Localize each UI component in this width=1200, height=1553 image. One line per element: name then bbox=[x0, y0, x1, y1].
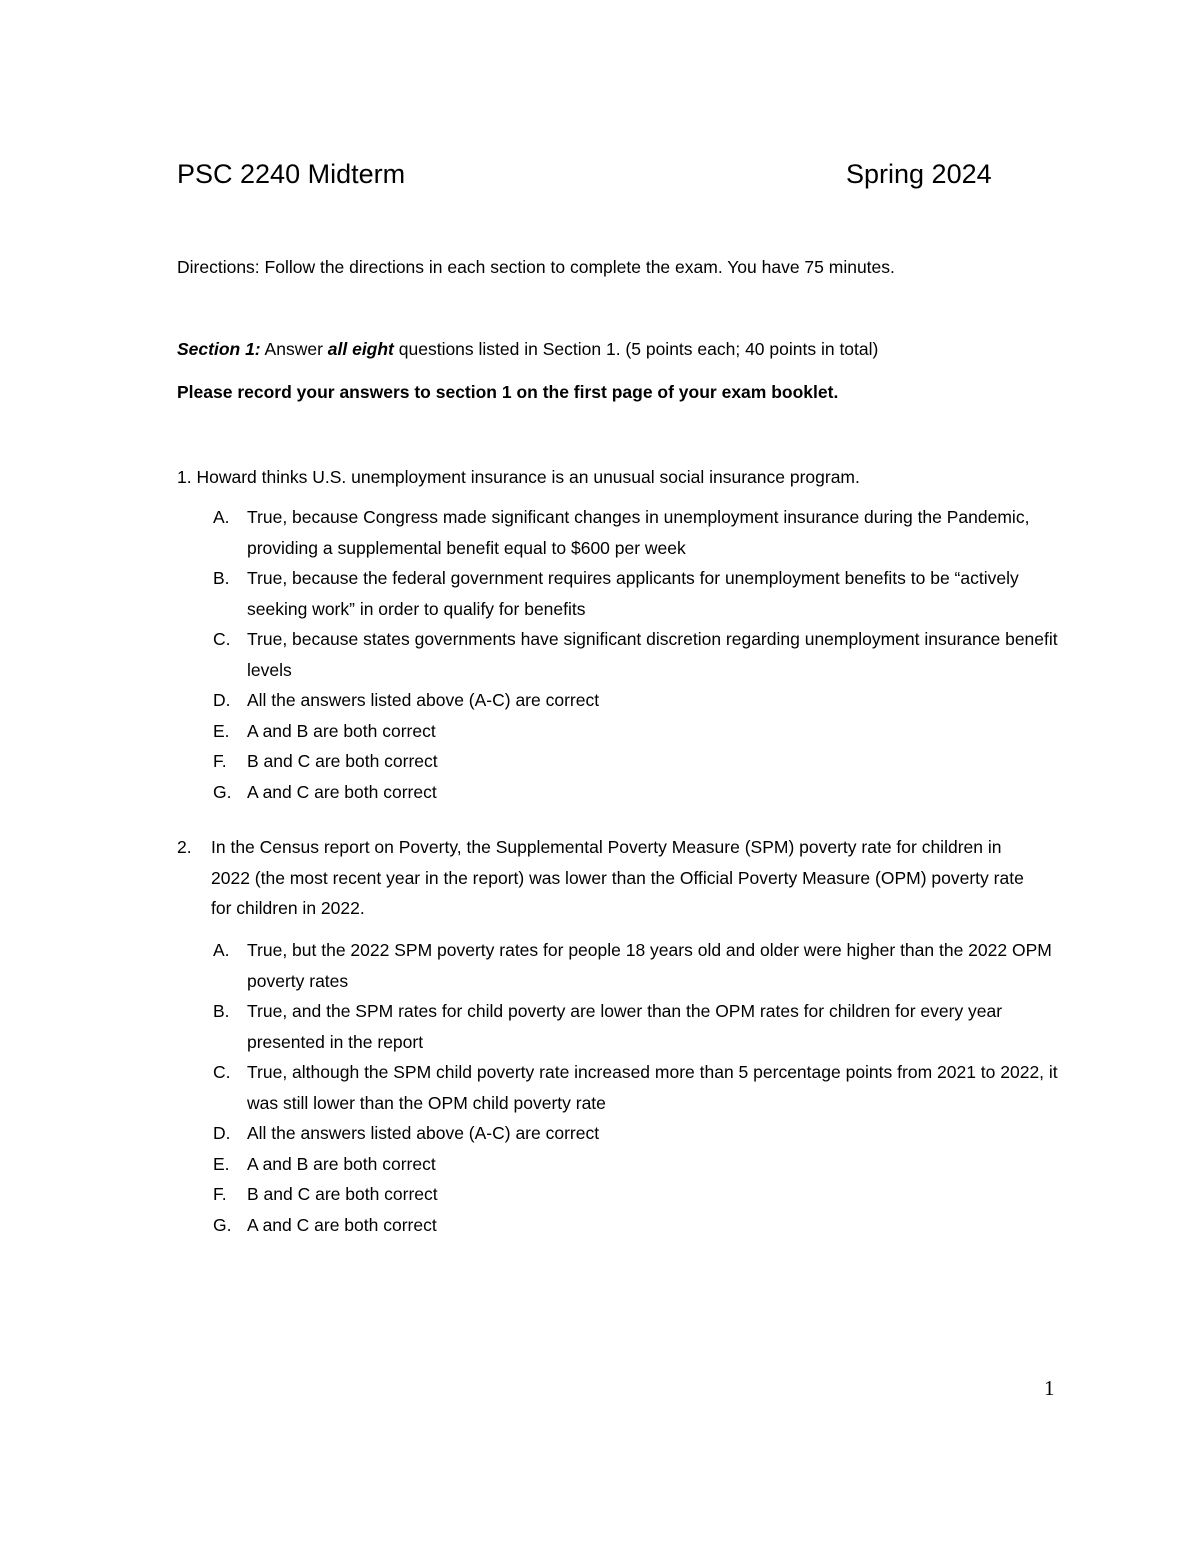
question-2-choices bbox=[213, 935, 1063, 1240]
choice-text: B and C are both correct bbox=[247, 1184, 438, 1204]
choice-text: True, but the 2022 SPM poverty rates for people 18 years old and older were higher than the 2022 OPM poverty rates bbox=[247, 940, 1052, 991]
choice-letter: E. bbox=[213, 1153, 230, 1174]
section-1-label: Section 1: bbox=[177, 339, 261, 359]
question-2 bbox=[177, 832, 1037, 924]
choice-item bbox=[213, 1179, 1063, 1210]
choice-letter: B. bbox=[213, 568, 230, 588]
choice-text: A and C are both correct bbox=[247, 781, 437, 802]
choice-letter: A. bbox=[213, 940, 230, 960]
choice-item bbox=[213, 935, 1063, 996]
choice-text: True, although the SPM child poverty rate increased more than 5 percentage points from 2021 to 2022, it was still lower than the OPM child poverty rate bbox=[247, 1062, 1058, 1113]
choice-item bbox=[213, 1149, 1063, 1180]
choice-item bbox=[213, 1210, 1063, 1241]
choice-letter: F. bbox=[213, 751, 227, 771]
question-text: Howard thinks U.S. unemployment insurance is an unusual social insurance program. bbox=[196, 467, 860, 487]
choice-letter: D. bbox=[213, 1123, 231, 1143]
choice-letter: C. bbox=[213, 629, 231, 649]
choice-text: All the answers listed above (A-C) are correct bbox=[247, 690, 600, 710]
choice-letter: G. bbox=[213, 781, 232, 802]
choice-item bbox=[213, 685, 1063, 716]
choice-text: B and C are both correct bbox=[247, 751, 438, 771]
choice-letter: D. bbox=[213, 690, 231, 710]
choice-text: A and B are both correct bbox=[247, 720, 436, 741]
choice-text: True, because the federal government requires applicants for unemployment benefits to be “actively seeking work” in order to qualify for benefits bbox=[247, 568, 1019, 619]
question-number: 2. bbox=[177, 837, 192, 857]
choice-letter: A. bbox=[213, 507, 230, 527]
choice-item bbox=[213, 716, 1063, 747]
choice-text: All the answers listed above (A-C) are correct bbox=[247, 1123, 600, 1143]
choice-text: True, and the SPM rates for child poverty are lower than the OPM rates for children for every year presented in the report bbox=[247, 1001, 1003, 1052]
question-1 bbox=[177, 462, 860, 493]
choice-item bbox=[213, 1057, 1063, 1118]
course-title: PSC 2240 Midterm bbox=[177, 159, 406, 189]
choice-item bbox=[213, 996, 1063, 1057]
section-1-text-before: Answer bbox=[260, 339, 328, 359]
choice-text: A and C are both correct bbox=[247, 1214, 437, 1235]
term-label: Spring 2024 bbox=[846, 159, 992, 189]
question-1-choices bbox=[213, 502, 1063, 807]
record-answers-note: Please record your answers to section 1 on the first page of your exam booklet. bbox=[177, 382, 839, 402]
choice-text: True, because states governments have significant discretion regarding unemployment insurance benefit levels bbox=[247, 629, 1058, 680]
choice-item bbox=[213, 502, 1063, 563]
choice-item bbox=[213, 777, 1063, 808]
choice-letter: F. bbox=[213, 1184, 227, 1204]
choice-letter: B. bbox=[213, 1001, 230, 1021]
choice-letter: G. bbox=[213, 1214, 232, 1235]
page-number: 1 bbox=[1044, 1376, 1055, 1400]
choice-letter: E. bbox=[213, 720, 230, 741]
section-1-instructions bbox=[177, 336, 878, 362]
choice-text: True, because Congress made significant changes in unemployment insurance during the Pandemic, providing a supplemental benefit equal to $600 per week bbox=[247, 507, 1030, 558]
question-number: 1. bbox=[177, 467, 192, 487]
section-1-emphasis: all eight bbox=[327, 339, 394, 359]
choice-letter: C. bbox=[213, 1062, 231, 1082]
directions-text: Directions: Follow the directions in each section to complete the exam. You have 75 minutes. bbox=[177, 257, 895, 277]
choice-item bbox=[213, 624, 1063, 685]
section-1-text-after: questions listed in Section 1. (5 points each; 40 points in total) bbox=[393, 339, 879, 359]
question-text: In the Census report on Poverty, the Supplemental Poverty Measure (SPM) poverty rate for children in 2022 (the most recent year in the report) was lower than the Official Poverty Measure (OPM) poverty rate for children in 2022. bbox=[211, 837, 1024, 918]
choice-item bbox=[213, 746, 1063, 777]
choice-item bbox=[213, 563, 1063, 624]
choice-text: A and B are both correct bbox=[247, 1153, 436, 1174]
choice-item bbox=[213, 1118, 1063, 1149]
